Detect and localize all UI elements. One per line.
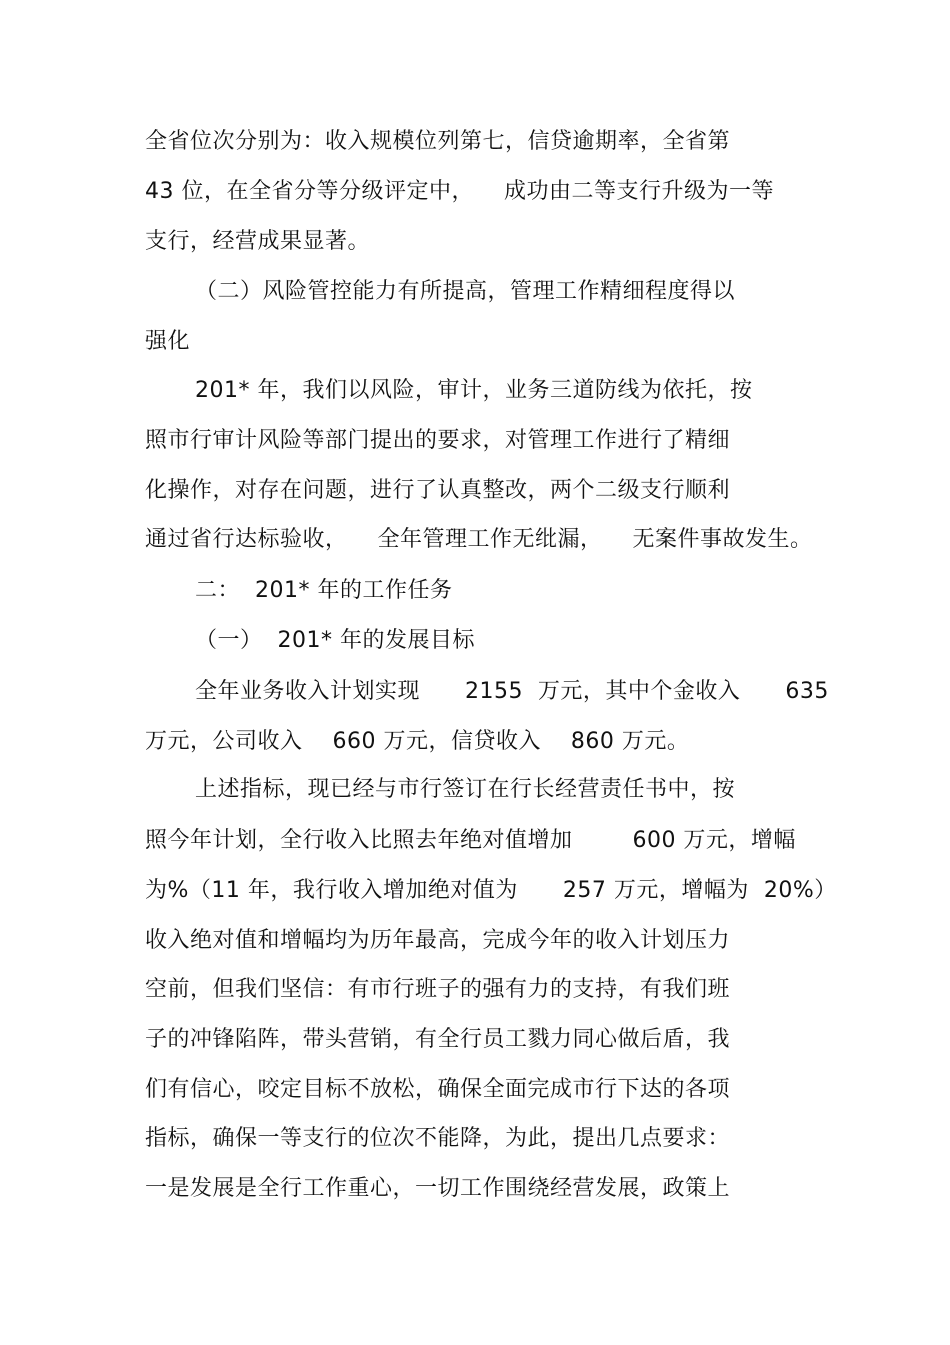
text-line: 上述指标，现已经与市行签订在行长经营责任书中，按	[195, 777, 736, 802]
text-line: 全年业务收入计划实现 2155 万元，其中个金收入 635	[195, 679, 829, 704]
text-line: 照今年计划，全行收入比照去年绝对值增加 600 万元，增幅	[145, 828, 796, 853]
text-line: 子的冲锋陷阵，带头营销，有全行员工戮力同心做后盾，我	[145, 1027, 731, 1052]
text-line: 们有信心，咬定目标不放松，确保全面完成市行下达的各项	[145, 1077, 731, 1102]
text-line: 全省位次分别为：收入规模位列第七，信贷逾期率，全省第	[145, 129, 731, 154]
text-line: 强化	[145, 329, 191, 354]
text-line: 空前，但我们坚信：有市行班子的强有力的支持，有我们班	[145, 977, 731, 1002]
text-line: 为%（11 年，我行收入增加绝对值为 257 万元，增幅为 20%）	[145, 878, 837, 903]
text-line: 201* 年，我们以风险，审计，业务三道防线为依托，按	[195, 378, 753, 403]
text-line: 43 位，在全省分等分级评定中， 成功由二等支行升级为一等	[145, 179, 774, 204]
text-line: 通过省行达标验收， 全年管理工作无纰漏， 无案件事故发生。	[145, 527, 813, 552]
text-line: 化操作，对存在问题，进行了认真整改，两个二级支行顺利	[145, 478, 731, 503]
text-line: 支行，经营成果显著。	[145, 229, 371, 254]
section-heading: 二： 201* 年的工作任务	[195, 578, 453, 603]
text-line: 指标，确保一等支行的位次不能降，为此，提出几点要求：	[145, 1126, 731, 1151]
text-line: 万元，公司收入 660 万元，信贷收入 860 万元。	[145, 729, 690, 754]
text-line: 一是发展是全行工作重心，一切工作围绕经营发展，政策上	[145, 1176, 731, 1201]
section-heading: （一） 201* 年的发展目标	[195, 628, 475, 653]
text-line: 照市行审计风险等部门提出的要求，对管理工作进行了精细	[145, 428, 731, 453]
section-heading: （二）风险管控能力有所提高，管理工作精细程度得以	[195, 279, 736, 304]
text-line: 收入绝对值和增幅均为历年最高，完成今年的收入计划压力	[145, 928, 731, 953]
